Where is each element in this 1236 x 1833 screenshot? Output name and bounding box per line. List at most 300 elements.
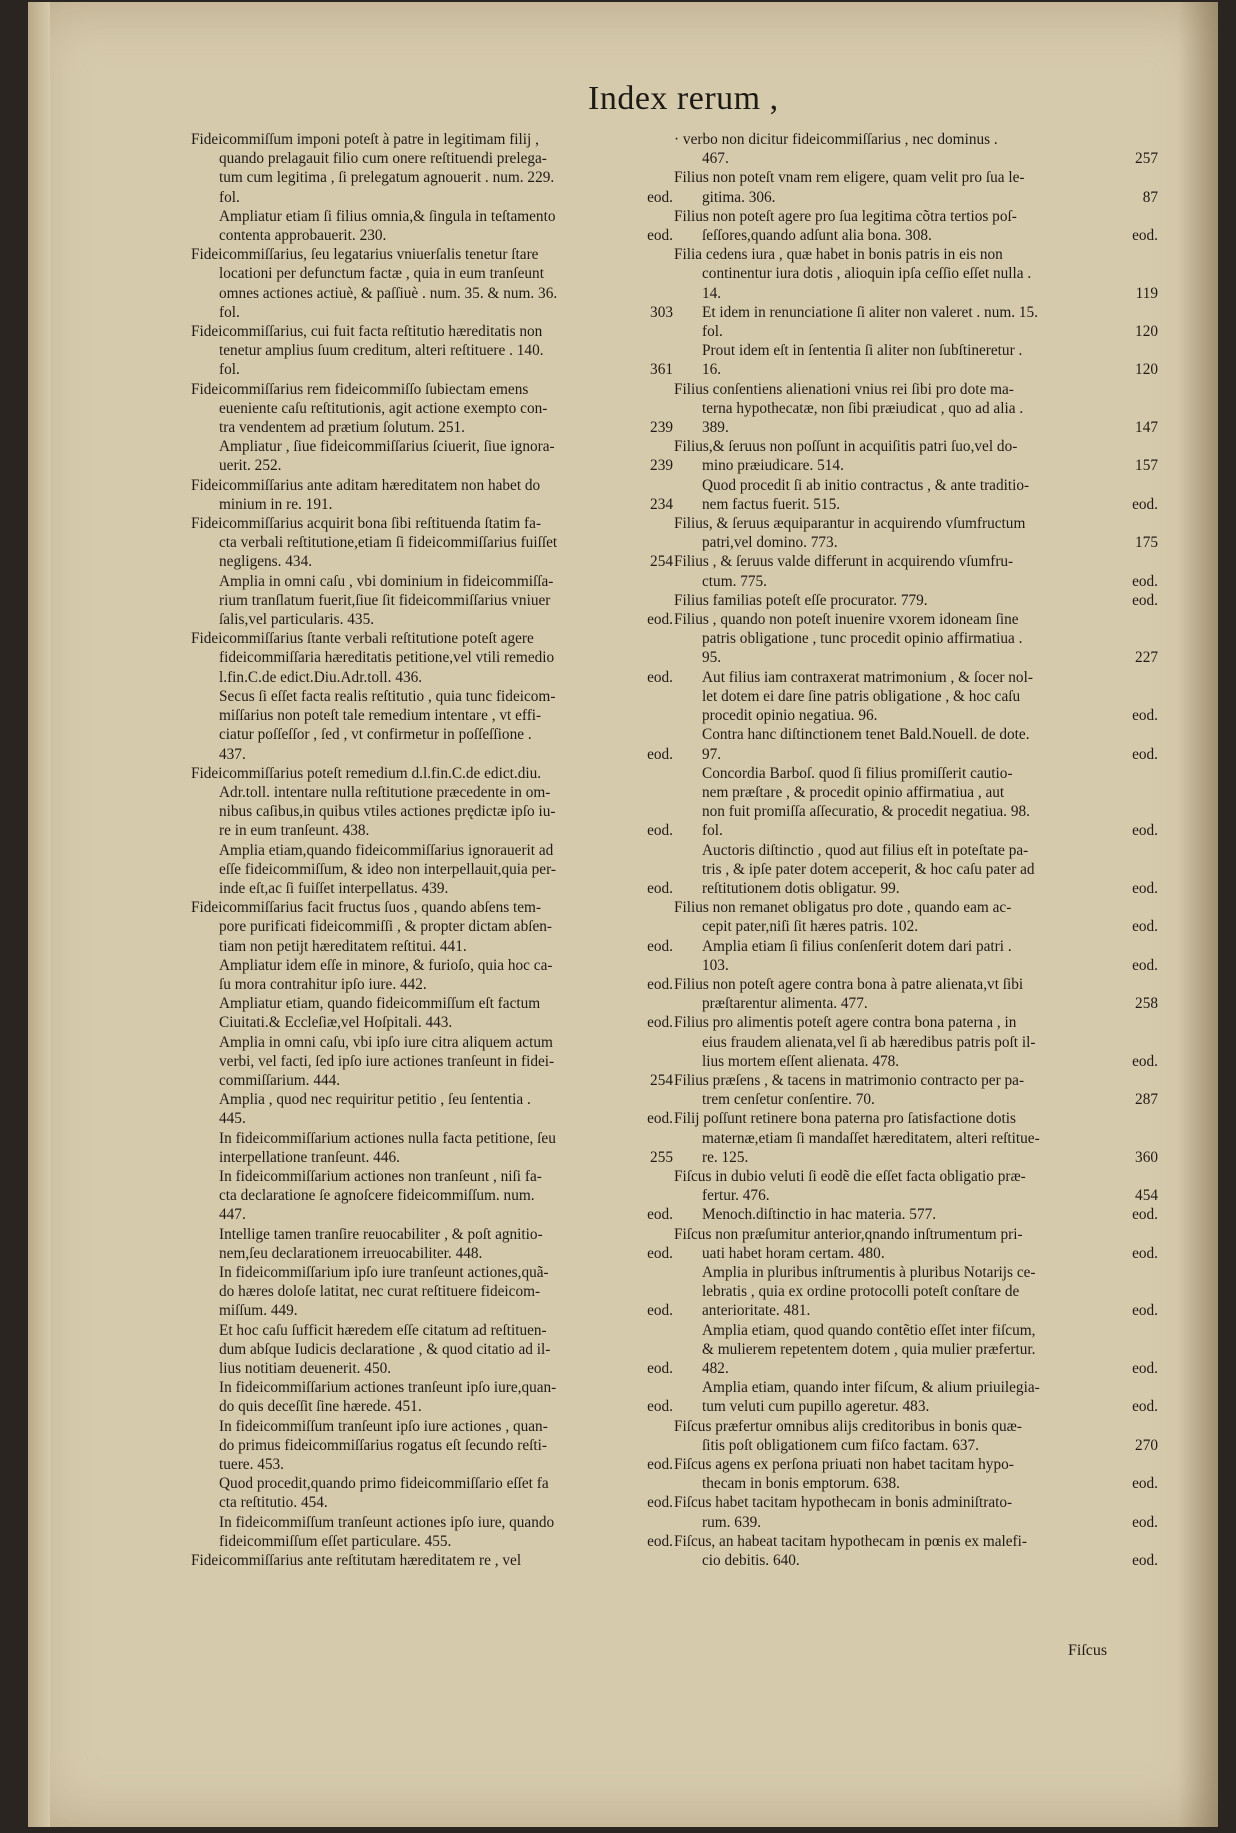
entry-text-line: Et idem in renunciatione ſi aliter non valeret . num. 15. <box>702 303 1039 321</box>
entry-text: 445. <box>219 1110 246 1128</box>
index-entry <box>191 764 673 841</box>
entry-text-line: & mulierem repetentem dotem , quia mulier præfertur. <box>702 1340 1036 1358</box>
index-entry <box>674 1263 1158 1321</box>
page-reference: eod. <box>647 1014 673 1032</box>
entry-text-line: Auctoris diſtinctio , quod aut filius eſt in poteſtate pa- <box>702 841 1029 859</box>
index-entry <box>191 514 673 572</box>
page-reference: 119 <box>1135 284 1158 302</box>
entry-last-line <box>674 1148 1158 1167</box>
entry-text-line: In fideicommiſſum tranſeunt actiones ipſo iure, quando <box>219 1513 555 1531</box>
page-reference: eod. <box>647 611 673 629</box>
entry-text: fol. <box>702 323 723 341</box>
entry-last-line <box>191 879 673 898</box>
entry-text: 437. <box>219 745 246 763</box>
entry-last-line <box>674 648 1158 667</box>
entry-last-line <box>674 956 1158 975</box>
page-edge <box>28 2 50 1827</box>
entry-last-line <box>674 1513 1158 1532</box>
entry-last-line <box>191 303 673 322</box>
entry-text-line: pore purificati fideicommiſſi , & propter dictam abſen- <box>219 918 553 936</box>
entry-last-line <box>191 610 673 629</box>
page-reference: eod. <box>647 1206 673 1224</box>
entry-last-line <box>191 1551 673 1570</box>
entry-last-line <box>191 552 673 571</box>
entry-text: interpellatione tranſeunt. 446. <box>219 1148 400 1166</box>
index-column-right <box>674 130 1158 1570</box>
entry-last-line <box>674 533 1158 552</box>
entry-text: 103. <box>702 956 729 974</box>
index-entry <box>674 168 1158 206</box>
entry-last-line <box>191 1071 673 1090</box>
entry-last-line <box>674 418 1158 437</box>
entry-text-line: In fideicommiſſum tranſeunt ipſo iure actiones , quan- <box>219 1417 548 1435</box>
page-reference: 303 <box>650 303 673 321</box>
entry-last-line <box>191 1148 673 1167</box>
entry-text-line: Filius , quando non poteſt inuenire vxorem idoneam ſine <box>674 611 1019 629</box>
entry-text-line: · verbo non dicitur fideicommiſſarius , nec dominus . <box>674 131 998 148</box>
entry-text: tiam non petijt hæreditatem reſtitui. 441. <box>219 937 467 955</box>
entry-last-line <box>674 149 1158 168</box>
page-reference: eod. <box>647 1398 673 1416</box>
entry-last-line <box>674 1436 1158 1455</box>
entry-text: fideicommiſſum eſſet particulare. 455. <box>219 1532 452 1550</box>
index-entry <box>674 245 1158 303</box>
page-reference: eod. <box>647 937 673 955</box>
entry-text: gitima. 306. <box>702 188 776 206</box>
entry-text: ſitis poſt obligationem cum fiſco factam. 637. <box>702 1436 979 1454</box>
entry-text: ſu mora contrahitur ipſo iure. 442. <box>219 975 427 993</box>
index-entry <box>191 841 673 899</box>
index-entry <box>191 1551 673 1570</box>
entry-text-line: Amplia in omni caſu , vbi dominium in fideicommiſſa- <box>219 572 554 590</box>
page-reference: eod. <box>1132 227 1158 245</box>
entry-text: mino præiudicare. 514. <box>702 457 844 475</box>
entry-text-line: Fideicommiſſarius poteſt remedium d.l.fin.C.de edict.diu. <box>191 764 542 782</box>
index-entry <box>674 207 1158 245</box>
entry-text-line: Amplia etiam, quando inter fiſcum, & alium priuilegia- <box>702 1379 1040 1397</box>
index-entry <box>191 130 673 207</box>
entry-text-line: Ampliatur idem eſſe in minore, & furioſo, quia hoc ca- <box>219 956 553 974</box>
entry-text: negligens. 434. <box>219 553 313 571</box>
entry-text-line: verbi, vel facti, ſed ipſo iure actiones tranſeunt in fidei- <box>219 1052 555 1070</box>
book-page <box>28 2 1218 1827</box>
entry-text: uerit. 252. <box>219 457 282 475</box>
entry-text-line: Filius conſentiens alienationi vnius rei ſibi pro dote ma- <box>674 380 1014 398</box>
page-reference: eod. <box>1132 822 1158 840</box>
entry-text-line: Filij poſſunt retinere bona paterna pro ſatisfactione dotis <box>674 1110 1016 1128</box>
entry-last-line <box>674 360 1158 379</box>
entry-text-line: fideicommiſſaria hæreditatis petitione,vel vtili remedio <box>219 649 555 667</box>
entry-text: thecam in bonis emptorum. 638. <box>702 1475 900 1493</box>
entry-text-line: Fideicommiſſarius rem fideicommiſſo ſubiectam emens <box>191 380 529 398</box>
entry-last-line <box>674 994 1158 1013</box>
page-reference: eod. <box>1132 1206 1158 1224</box>
entry-text-line: Fiſcus in dubio veluti ſi eodẽ die eſſet facta obligatio præ- <box>674 1167 1026 1185</box>
page-reference: eod. <box>1132 591 1158 609</box>
entry-text-line: Filius pro alimentis poteſt agere contra bona paterna , in <box>674 1014 1017 1032</box>
entry-text-line: In fideicommiſſarium actiones tranſeunt ipſo iure,quan- <box>219 1379 557 1397</box>
page-reference: 454 <box>1135 1187 1158 1205</box>
entry-text: re. 125. <box>702 1148 749 1166</box>
page-reference: eod. <box>647 227 673 245</box>
entry-last-line <box>191 975 673 994</box>
entry-text: anterioritate. 481. <box>702 1302 811 1320</box>
index-entry <box>674 1455 1158 1493</box>
entry-text-line: dum abſque Iudicis declaratione , & quod citatio ad il- <box>219 1340 551 1358</box>
entry-text: ctum. 775. <box>702 572 768 590</box>
index-entry <box>191 1167 673 1225</box>
index-entry <box>191 1513 673 1551</box>
page-reference: 239 <box>650 419 673 437</box>
entry-text-line: Ampliatur , ſiue fideicommiſſarius ſciuerit, ſiue ignora- <box>219 438 555 456</box>
index-entry <box>674 1071 1158 1109</box>
entry-text: inde eſt,ac ſi fuiſſet interpellatus. 439. <box>219 879 449 897</box>
entry-text-line: rium tranſlatum fuerit,ſiue ſit fideicommiſſarius vniuer <box>219 591 551 609</box>
entry-text: do quis deceſſit ſine hærede. 451. <box>219 1398 422 1416</box>
entry-text: uati habet horam certam. 480. <box>702 1244 885 1262</box>
index-entry <box>674 1378 1158 1416</box>
entry-last-line <box>191 226 673 245</box>
index-entry <box>674 975 1158 1013</box>
index-entry <box>191 476 673 514</box>
entry-text-line: Quod procedit ſi ab initio contractus , & ante traditio- <box>702 476 1030 494</box>
entry-text-line: Prout idem eſt in ſententia ſi aliter non ſubſtineretur . <box>702 342 1023 360</box>
entry-text-line: Concordia Barboſ. quod ſi filius promiſſerit cautio- <box>702 764 1013 782</box>
entry-last-line <box>674 495 1158 514</box>
page-reference: eod. <box>647 1494 673 1512</box>
entry-text-line: Filius non poteſt agere pro ſua legitima cõtra tertios poſ- <box>674 207 1017 225</box>
entry-last-line <box>191 188 673 207</box>
index-entry <box>191 994 673 1032</box>
index-entry <box>674 303 1158 341</box>
entry-text: cta reſtitutio. 454. <box>219 1494 328 1512</box>
entry-last-line <box>191 821 673 840</box>
entry-last-line <box>674 706 1158 725</box>
page-reference: eod. <box>1132 1244 1158 1262</box>
page-reference: eod. <box>1132 918 1158 936</box>
index-entry <box>191 437 673 475</box>
entry-text: reſtitutionem dotis obligatur. 99. <box>702 879 900 897</box>
entry-text: procedit opinio negatiua. 96. <box>702 707 878 725</box>
entry-text: lius notitiam deuenerit. 450. <box>219 1360 392 1377</box>
index-entry <box>191 1129 673 1167</box>
index-entry <box>674 937 1158 975</box>
entry-last-line <box>674 1052 1158 1071</box>
entry-text: patri,vel domino. 773. <box>702 534 838 552</box>
entry-text: 97. <box>702 745 722 763</box>
page-reference: 254 <box>650 553 673 571</box>
page-reference: 254 <box>650 1071 673 1089</box>
index-entry <box>674 1013 1158 1071</box>
entry-text-line: Aut filius iam contraxerat matrimonium , & ſocer nol- <box>702 668 1033 686</box>
index-entry <box>674 591 1158 610</box>
page-reference: eod. <box>1132 1552 1158 1570</box>
page-reference: eod. <box>1132 572 1158 590</box>
entry-last-line <box>674 1205 1158 1224</box>
entry-text-line: tum cum legitima , ſi prelegatum agnouerit . num. 229. <box>219 169 555 187</box>
index-entry <box>191 245 673 322</box>
entry-text: 389. <box>702 419 729 437</box>
entry-text-line: Fideicommiſſarius facit fructus ſuos , quando abſens tem- <box>191 899 542 917</box>
entry-text-line: Amplia etiam ſi filius conſenſerit dotem dari patri . <box>702 937 1012 955</box>
entry-text: 16. <box>702 361 722 379</box>
entry-last-line <box>674 879 1158 898</box>
entry-last-line <box>191 1244 673 1263</box>
entry-text-line: continentur iura dotis , alioquin ipſa ceſſio eſſet nulla . <box>702 265 1032 283</box>
entry-last-line <box>191 495 673 514</box>
catchword: Fiſcus <box>1068 1642 1108 1659</box>
entry-text-line: Ampliatur etiam ſi filius omnia,& ſingula in teſtamento <box>219 207 556 225</box>
index-entry <box>191 1225 673 1263</box>
entry-text-line: Filia cedens iura , quæ habet in bonis patris in eis non <box>674 246 1003 264</box>
index-entry <box>674 552 1158 590</box>
entry-text-line: quando prelagauit filio cum onere reſtituendi prelega- <box>219 150 547 168</box>
entry-text: fol. <box>702 822 723 840</box>
entry-text-line: Fideicommiſſum imponi poteſt à patre in legitimam filij , <box>191 131 539 148</box>
entry-text: fol. <box>219 303 240 321</box>
index-entry <box>191 898 673 956</box>
index-entry <box>191 572 673 630</box>
entry-text-line: Et hoc caſu ſufficit hæredem eſſe citatum ad reſtituen- <box>219 1321 547 1339</box>
running-header: Index rerum , <box>588 80 779 117</box>
entry-text: Filius familias poteſt eſſe procurator. 779. <box>674 591 928 609</box>
entry-text: contenta approbauerit. 230. <box>219 227 387 245</box>
entry-text-line: Fideicommiſſarius ante aditam hæreditatem non habet do <box>191 476 541 494</box>
entry-text-line: eueniente caſu reſtitutionis, agit actione exempto con- <box>219 399 548 417</box>
entry-last-line <box>191 1455 673 1474</box>
entry-text-line: omnes actiones actiuè, & paſſiuè . num. 35. & num. 36. <box>219 284 558 302</box>
entry-text: 95. <box>702 649 722 667</box>
entry-text-line: Fiſcus habet tacitam hypothecam in bonis adminiſtrato- <box>674 1494 1013 1512</box>
page-reference: eod. <box>1132 1360 1158 1377</box>
index-entry <box>191 1090 673 1128</box>
page-reference: 87 <box>1142 188 1158 206</box>
entry-text-line: eſſe fideicommiſſum, & ideo non interpellauit,quia per- <box>219 860 556 878</box>
page-reference: eod. <box>1132 707 1158 725</box>
page-reference: eod. <box>647 1360 673 1377</box>
entry-text: miſſum. 449. <box>219 1302 298 1320</box>
entry-text: fertur. 476. <box>702 1187 770 1205</box>
index-entry <box>674 1167 1158 1205</box>
entry-text-line: In fideicommiſſarium ipſo iure tranſeunt actiones,quã- <box>219 1263 549 1281</box>
entry-last-line <box>674 322 1158 341</box>
entry-text-line: Contra hanc diſtinctionem tenet Bald.Nouell. de dote. <box>702 726 1030 744</box>
entry-text-line: Filius non remanet obligatus pro dote , quando eam ac- <box>674 899 1012 917</box>
entry-text-line: In fideicommiſſarium actiones non tranſeunt , niſi fa- <box>219 1167 542 1185</box>
index-entry <box>674 668 1158 726</box>
page-reference: 361 <box>650 361 673 379</box>
index-entry <box>674 1109 1158 1167</box>
index-entry <box>191 1321 673 1379</box>
entry-text: tum veluti cum pupillo ageretur. 483. <box>702 1398 930 1416</box>
entry-text-line: cta verbali reſtitutione,etiam ſi fideicommiſſarius fuiſſet <box>219 534 558 552</box>
entry-text-line: Fiſcus agens ex perſona priuati non habet tacitam hypo- <box>674 1456 1014 1474</box>
entry-last-line <box>674 226 1158 245</box>
entry-text-line: non fuit promiſſa aſſecuratio, & procedit negatiua. 98. <box>702 803 1030 821</box>
page-reference: eod. <box>1132 745 1158 763</box>
entry-text: cio debitis. 640. <box>702 1552 800 1570</box>
entry-text: tra vendentem ad prætium ſolutum. 251. <box>219 419 465 437</box>
page-reference: eod. <box>647 879 673 897</box>
entry-last-line <box>191 1301 673 1320</box>
page-reference: 258 <box>1135 995 1158 1013</box>
page-reference: 234 <box>650 495 673 513</box>
index-entry <box>191 1474 673 1512</box>
entry-text-line: Ampliatur etiam, quando fideicommiſſum eſt factum <box>219 995 541 1013</box>
entry-text: lius mortem eſſent alienata. 478. <box>702 1052 900 1070</box>
page-reference: eod. <box>647 1244 673 1262</box>
entry-text: l.fin.C.de edict.Diu.Adr.toll. 436. <box>219 668 423 686</box>
entry-last-line <box>674 1186 1158 1205</box>
entry-text-line: tris , & ipſe pater dotem acceperit, & hoc caſu pater ad <box>702 860 1035 878</box>
entry-text: 447. <box>219 1206 246 1224</box>
index-entry <box>191 1378 673 1416</box>
entry-last-line <box>674 1244 1158 1263</box>
entry-text: commiſſarium. 444. <box>219 1071 341 1089</box>
entry-text-line: maternæ,etiam ſi mandaſſet hæreditatem, alteri reſtitue- <box>702 1129 1040 1147</box>
entry-last-line <box>674 1397 1158 1416</box>
entry-text-line: Filius præſens , & tacens in matrimonio contracto per pa- <box>674 1071 1025 1089</box>
index-entry <box>674 437 1158 475</box>
entry-last-line <box>674 284 1158 303</box>
entry-text-line: Fideicommiſſarius ſtante verbali reſtitutione poteſt agere <box>191 630 534 648</box>
page-reference: eod. <box>1132 1513 1158 1531</box>
index-entry <box>674 476 1158 514</box>
page-reference: 360 <box>1135 1148 1158 1166</box>
entry-last-line <box>674 917 1158 936</box>
entry-text: ſeſſores,quando adſunt alia bona. 308. <box>702 227 932 245</box>
index-entry <box>674 1532 1158 1570</box>
index-entry <box>674 841 1158 899</box>
entry-last-line <box>674 1301 1158 1320</box>
index-entry <box>191 380 673 438</box>
entry-text: Fideicommiſſarius ante reſtitutam hæreditatem re , vel <box>191 1552 522 1570</box>
entry-text-line: Fiſcus præfertur omnibus alijs creditoribus in bonis quæ- <box>674 1417 1022 1435</box>
index-entry <box>191 687 673 764</box>
entry-text-line: cta declaratione ſe agnoſcere fideicommiſſum. num. <box>219 1187 535 1205</box>
index-entry <box>674 1225 1158 1263</box>
entry-text: ſalis,vel particularis. 435. <box>219 611 375 629</box>
page-reference: 120 <box>1135 323 1158 341</box>
entry-text-line: Filius non poteſt agere contra bona à patre alienata,vt ſibi <box>674 975 1024 993</box>
entry-text: Ciuitati.& Eccleſiæ,vel Hoſpitali. 443. <box>219 1014 453 1032</box>
entry-text-line: ciatur poſſeſſor , ſed , vt confirmetur in poſſeſſione . <box>219 726 532 744</box>
entry-text-line: Fideicommiſſarius acquirit bona ſibi reſtituenda ſtatim fa- <box>191 515 542 533</box>
entry-last-line <box>191 1493 673 1512</box>
index-entry <box>674 898 1158 936</box>
page-reference: eod. <box>647 668 673 686</box>
entry-text-line: Filius, & ſeruus æquiparantur in acquirendo vſumfructum <box>674 515 1026 533</box>
page-reference: eod. <box>647 1302 673 1320</box>
index-entry <box>674 380 1158 438</box>
entry-text: præſtarentur alimenta. 477. <box>702 995 868 1013</box>
page-reference: 255 <box>650 1148 673 1166</box>
index-column-left <box>191 130 673 1570</box>
entry-text: minium in re. 191. <box>219 495 333 513</box>
entry-text-line: Fideicommiſſarius, ſeu legatarius vniuerſalis tenetur ſtare <box>191 246 539 264</box>
entry-last-line <box>191 1397 673 1416</box>
gutter-shadow <box>1178 2 1218 1827</box>
index-entry <box>191 956 673 994</box>
entry-text-line: Adr.toll. intentare nulla reſtitutione præcedente in om- <box>219 783 551 801</box>
index-entry <box>674 1205 1158 1224</box>
entry-text-line: do primus fideicommiſſarius rogatus eſt ſecundo reſti- <box>219 1436 547 1454</box>
page-reference: 175 <box>1135 534 1158 552</box>
entry-text-line: Amplia , quod nec requiritur petitio , ſeu ſententia . <box>219 1091 531 1109</box>
entry-text-line: lebratis , quia ex ordine protocolli poteſt conſtare de <box>702 1283 1020 1301</box>
entry-last-line <box>191 418 673 437</box>
entry-last-line <box>191 456 673 475</box>
page-reference: eod. <box>647 975 673 993</box>
entry-text-line: Filius non poteſt vnam rem eligere, quam velit pro ſua le- <box>674 169 1025 187</box>
entry-text-line: Amplia etiam, quod quando contẽtio eſſet inter fiſcum, <box>702 1321 1036 1339</box>
entry-text-line: Intellige tamen tranſire reuocabiliter , & poſt agnitio- <box>219 1225 543 1243</box>
entry-text-line: let dotem ei dare ſine patris obligatione , & hoc caſu <box>702 687 1021 705</box>
entry-text-line: nem præſtare , & procedit opinio affirmatiua , aut <box>702 783 1005 801</box>
entry-text-line: miſſarius non poteſt tale remedium intentare , vt effi- <box>219 707 542 725</box>
entry-text: 14. <box>702 284 722 302</box>
index-entry <box>674 341 1158 379</box>
page-reference: eod. <box>647 1110 673 1128</box>
index-entry <box>674 514 1158 552</box>
page-reference: eod. <box>647 1456 673 1474</box>
entry-last-line <box>191 668 673 687</box>
entry-text: nem,ſeu declarationem irreuocabiliter. 448. <box>219 1244 483 1262</box>
entry-text-line: locationi per defunctum factæ , quia in eum tranſeunt <box>219 265 544 283</box>
page-reference: eod. <box>1132 1398 1158 1416</box>
entry-last-line <box>674 1090 1158 1109</box>
index-entry <box>191 1263 673 1321</box>
entry-text-line: do hæres doloſe latitat, nec curat reſtituere fideicom- <box>219 1283 541 1301</box>
page-reference: eod. <box>647 822 673 840</box>
page-reference: 157 <box>1135 457 1158 475</box>
entry-text-line: Fiſcus, an habeat tacitam hypothecam in pœnis ex malefi- <box>674 1532 1027 1550</box>
page-reference: 270 <box>1135 1436 1158 1454</box>
entry-text-line: In fideicommiſſarium actiones nulla facta petitione, ſeu <box>219 1129 556 1147</box>
index-entry <box>191 1033 673 1091</box>
page-reference: eod. <box>647 745 673 763</box>
entry-text-line: Amplia in omni caſu, vbi ipſo iure citra aliquem actum <box>219 1033 553 1051</box>
entry-last-line <box>674 456 1158 475</box>
entry-text-line: Fideicommiſſarius, cui fuit facta reſtitutio hæreditatis non <box>191 323 543 341</box>
entry-text-line: Amplia in pluribus inſtrumentis à pluribus Notarijs ce- <box>702 1263 1036 1281</box>
entry-text: cepit pater,niſi ſit hæres patris. 102. <box>702 918 919 936</box>
entry-last-line <box>191 1359 673 1378</box>
entry-text: trem cenſetur conſentire. 70. <box>702 1091 875 1109</box>
index-entry <box>191 322 673 380</box>
entry-text: rum. 639. <box>702 1513 762 1531</box>
entry-last-line <box>191 1013 673 1032</box>
page-reference: 227 <box>1135 649 1158 667</box>
entry-text: fol. <box>219 361 240 379</box>
index-entry <box>191 207 673 245</box>
entry-text: Menoch.diſtinctio in hac materia. 577. <box>702 1206 937 1224</box>
entry-last-line <box>674 572 1158 591</box>
index-entry <box>674 610 1158 668</box>
index-entry <box>191 629 673 687</box>
entry-last-line <box>191 1532 673 1551</box>
entry-text: 467. <box>702 150 729 168</box>
entry-text-line: Quod procedit,quando primo fideicommiſſario eſſet fa <box>219 1475 549 1493</box>
page-reference: 239 <box>650 457 673 475</box>
entry-last-line <box>674 1359 1158 1378</box>
entry-text-line: Filius , & ſeruus valde differunt in acquirendo vſumfru- <box>674 553 1014 571</box>
entry-last-line <box>674 745 1158 764</box>
index-entry <box>674 725 1158 763</box>
page-reference: 257 <box>1135 150 1158 168</box>
entry-text: 482. <box>702 1360 729 1377</box>
entry-last-line <box>674 1474 1158 1493</box>
